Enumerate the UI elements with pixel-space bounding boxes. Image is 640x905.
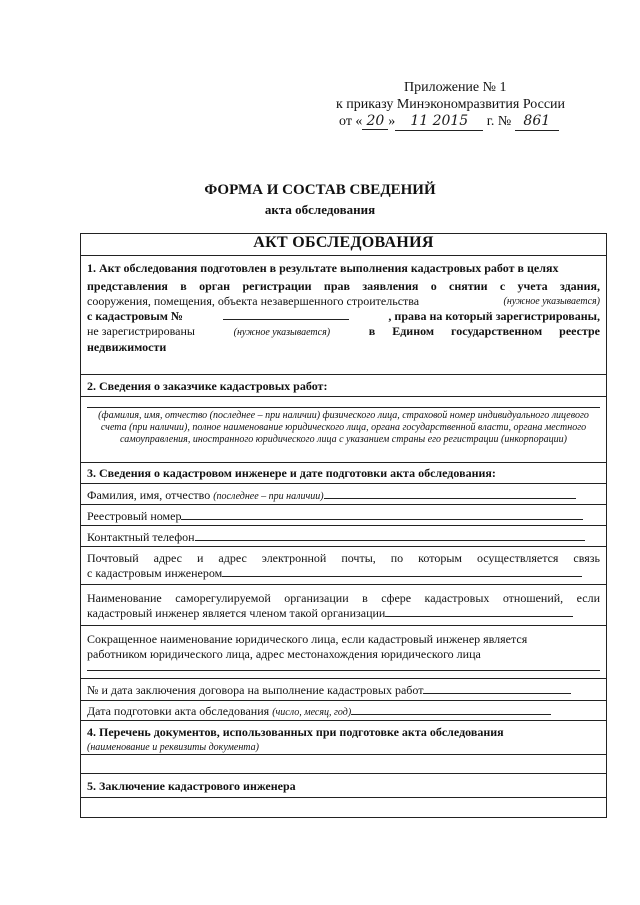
registry-label: в Едином государственном реестре [368, 324, 600, 338]
postal-field[interactable] [222, 576, 582, 577]
cadastral-number-label: с кадастровым № [87, 309, 183, 323]
fio-hint: (последнее – при наличии) [213, 491, 324, 502]
section-2-title: 2. Сведения о заказчике кадастровых работ: [81, 375, 606, 397]
contract-label: № и дата заключения договора на выполнение кадастровых работ [87, 683, 424, 697]
number-prefix: г. № [486, 114, 512, 129]
section-1-hint-2: (нужное указывается) [233, 327, 331, 338]
sro-field[interactable] [385, 616, 573, 617]
form-heading: АКТ ОБСЛЕДОВАНИЯ [81, 234, 606, 256]
date-day: 20 [362, 113, 388, 130]
prep-date-field[interactable] [351, 714, 551, 715]
legal-entity-row [81, 626, 606, 679]
page-subtitle: акта обследования [264, 202, 376, 217]
section-5-entry[interactable] [81, 798, 606, 817]
section-4-entry[interactable] [81, 755, 606, 774]
section-3-title: 3. Сведения о кадастровом инженере и дате подготовки акта обследования: [81, 463, 606, 484]
customer-field[interactable] [87, 407, 600, 408]
section-1-line2: представления в орган регистрации прав заявления о снятии с учета здания, [87, 279, 600, 293]
section-1-line3 [87, 294, 600, 309]
sro-label-line1: Наименование саморегулируемой организации в сфере кадастровых отношений, если [87, 591, 600, 605]
cadastral-number-field[interactable] [223, 319, 349, 320]
phone-row [81, 526, 606, 547]
section-4-hint: (наименование и реквизиты документа) [87, 742, 259, 753]
section-1-line5 [87, 324, 600, 340]
not-registered-label: не зарегистрированы [87, 324, 195, 338]
postal-row [81, 547, 606, 585]
date-month-year: 11 2015 [395, 113, 483, 131]
contract-row [81, 679, 606, 701]
section-1-line4 [87, 309, 600, 324]
prep-date-hint: (число, месяц, год) [272, 707, 352, 718]
rights-registered-label: , права на который зарегистрированы, [388, 309, 600, 323]
fio-label: Фамилия, имя, отчество [87, 488, 211, 502]
order-reference: к приказу Минэкономразвития России [336, 97, 566, 112]
survey-act-form [80, 233, 607, 818]
section-4-title: 4. Перечень документов, использованных при подготовке акта обследования [87, 725, 504, 739]
section-1-title: 1. Акт обследования подготовлен в результате выполнения кадастровых работ в целях [87, 261, 559, 275]
prep-date-label: Дата подготовки акта обследования [87, 704, 270, 718]
legal-entity-field[interactable] [87, 670, 600, 671]
section-5-title: 5. Заключение кадастрового инженера [81, 774, 606, 798]
section-1-line6: недвижимости [87, 340, 167, 354]
legal-entity-label-line2: работником юридического лица, адрес местонахождения юридического лица [87, 647, 481, 661]
section-1 [81, 256, 606, 375]
phone-field[interactable] [195, 540, 585, 541]
section-1-hint: (нужное указывается) [503, 296, 600, 307]
page-title: ФОРМА И СОСТАВ СВЕДЕНИЙ [204, 182, 436, 198]
sro-row [81, 585, 606, 626]
fio-row [81, 484, 606, 505]
registry-number-label: Реестровый номер [87, 509, 182, 523]
order-number: 861 [515, 113, 559, 131]
prep-date-row [81, 701, 606, 721]
section-2-hint: (фамилия, имя, отчество (последнее – при наличии) физического лица, страховой номер индивидуального лицевого счета (при наличии), полное наименование юридического лица, органа государственной власти, органа местного самоуправления, иностранного юридического лица с указанием страны его регистрации (инкорпорации) [98, 410, 589, 445]
section-2-body [81, 397, 606, 463]
postal-label-line1: Почтовый адрес и адрес электронной почты, по которым осуществляется связь [87, 551, 600, 565]
order-date-line [339, 113, 599, 133]
contract-field[interactable] [423, 693, 571, 694]
sro-label-line2: кадастровый инженер является членом такой организации [87, 606, 386, 620]
fio-field[interactable] [324, 498, 576, 499]
date-open-quote: от « [339, 114, 363, 129]
registry-number-row [81, 505, 606, 526]
registry-number-field[interactable] [181, 519, 583, 520]
date-close-quote: » [388, 114, 396, 129]
section-1-object-types: сооружения, помещения, объекта незавершенного строительства [87, 294, 420, 308]
postal-label-line2: с кадастровым инженером [87, 566, 223, 580]
phone-label: Контактный телефон [87, 530, 195, 544]
appendix-label: Приложение № 1 [404, 80, 507, 95]
legal-entity-label-line1: Сокращенное наименование юридического лица, если кадастровый инженер является [87, 632, 528, 646]
section-4-title-row [81, 721, 606, 755]
